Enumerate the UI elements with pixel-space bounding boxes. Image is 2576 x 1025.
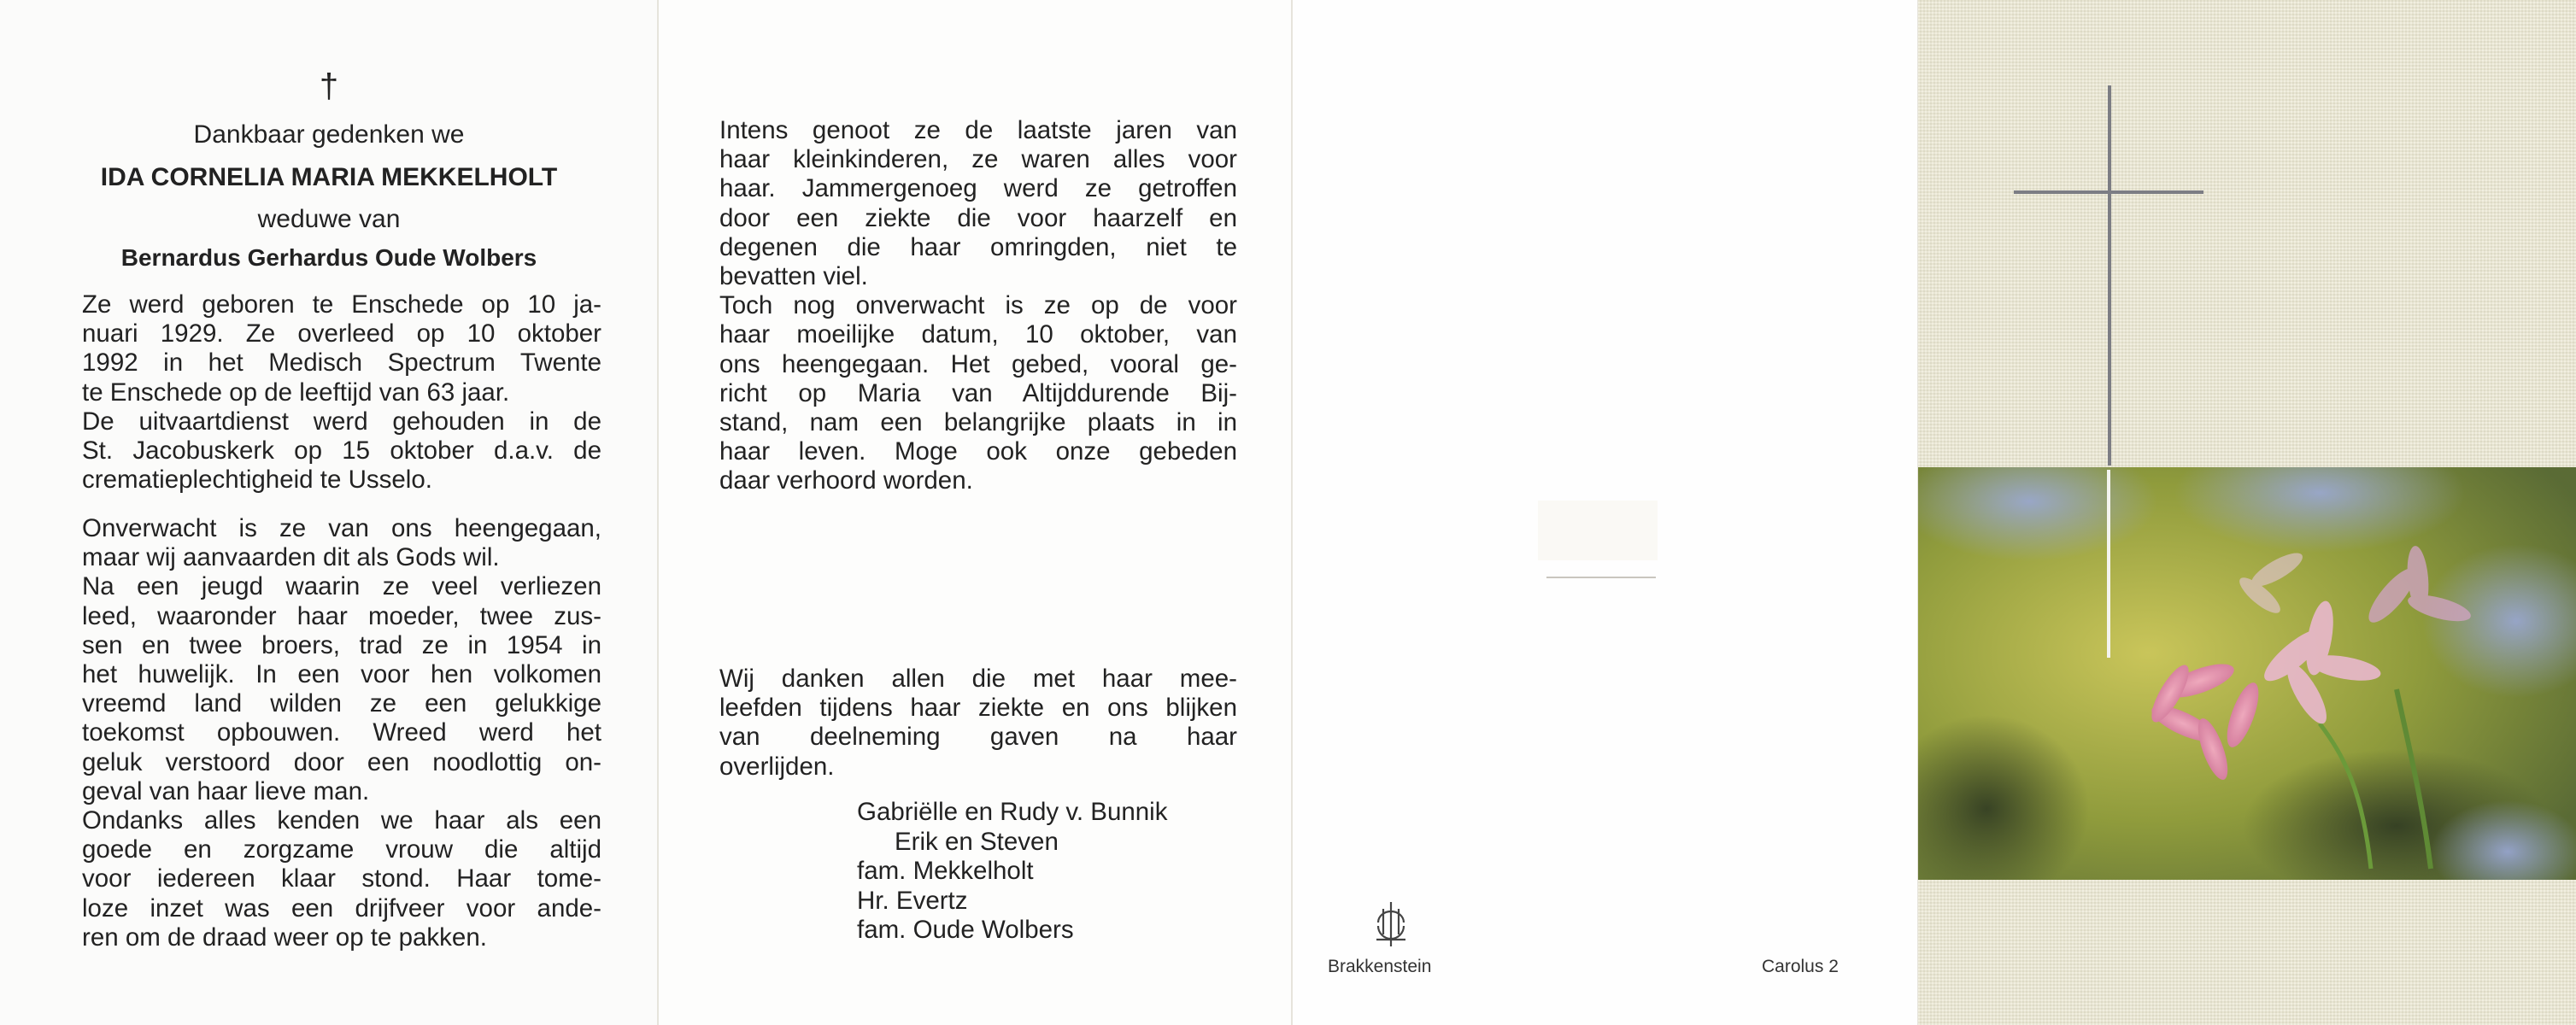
text-line: vreemd land wilden ze een gelukkige: [82, 689, 601, 718]
signatory: fam. Mekkelholt: [857, 857, 1034, 885]
series-label: Carolus 2: [1762, 957, 1839, 976]
spouse-name: Bernardus Gerhardus Oude Wolbers: [120, 244, 537, 271]
text-line: sen en twee broers, trad ze in 1954 in: [82, 630, 601, 659]
text-line: voor iedereen klaar stond. Haar tome-: [82, 864, 601, 893]
text-line: nuari 1929. Ze overleed op 10 oktober: [82, 319, 601, 348]
publisher-logo-icon: [1371, 900, 1411, 948]
faded-mark: [1538, 501, 1658, 560]
cross-symbol: †: [319, 67, 339, 105]
text-line: Na een jeugd waarin ze veel verliezen: [82, 572, 601, 601]
text-line: overlijden.: [719, 752, 835, 781]
text-line: ren om de draad weer op te pakken.: [82, 922, 487, 952]
text-line: haar kleinkinderen, ze waren alles voor: [719, 145, 1237, 174]
text-line: leed, waaronder haar moeder, twee zus-: [82, 601, 601, 630]
deceased-name: IDA CORNELIA MARIA MEKKELHOLT: [100, 163, 558, 191]
text-line: maar wij aanvaarden dit als Gods wil.: [82, 543, 500, 572]
text-line: richt op Maria van Altijddurende Bij-: [719, 378, 1237, 407]
signatory: Erik en Steven: [895, 827, 1059, 856]
text-line: Ze werd geboren te Enschede op 10 ja-: [82, 290, 601, 319]
signatories-list: [857, 798, 1167, 946]
text-line: bevatten viel.: [719, 262, 868, 291]
widow-of-text: weduwe van: [257, 205, 401, 233]
text-line: goede en zorgzame vrouw die altijd: [82, 835, 601, 864]
text-line: Onverwacht is ze van ons heengegaan,: [82, 514, 601, 542]
text-line: St. Jacobuskerk op 15 oktober d.a.v. de: [82, 436, 601, 466]
intro-text: Dankbaar gedenken we: [193, 120, 465, 149]
signatory: fam. Oude Wolbers: [857, 916, 1074, 944]
text-line: toekomst opbouwen. Wreed werd het: [82, 718, 601, 747]
text-line: loze inzet was een drijfveer voor ande-: [82, 893, 601, 922]
signatory: Hr. Evertz: [857, 886, 968, 915]
text-line: Ondanks alles kenden we haar als een: [82, 806, 601, 835]
text-line: leefden tijdens haar ziekte en ons blijken: [719, 694, 1237, 723]
text-line: daar verhoord worden.: [719, 466, 973, 495]
faded-line: [1546, 577, 1656, 578]
memorial-paragraph: [719, 116, 1237, 496]
thanks-paragraph: [719, 665, 1237, 782]
text-line: Toch nog onverwacht is ze op de voor: [719, 291, 1237, 320]
text-line: te Enschede op de leeftijd van 63 jaar.: [82, 378, 510, 407]
text-line: het huwelijk. In een voor hen volkomen: [82, 660, 601, 689]
bio-paragraph: [82, 290, 601, 495]
text-line: haar. Jammergenoeg werd ze getroffen: [719, 174, 1237, 203]
text-line: crematieplechtigheid te Usselo.: [82, 466, 432, 495]
cross-horizontal-bar: [2014, 190, 2203, 194]
text-line: 1992 in het Medisch Spectrum Twente: [82, 348, 601, 378]
text-line: haar moeilijke datum, 10 oktober, van: [719, 320, 1237, 349]
text-line: stand, nam een belangrijke plaats in in: [719, 408, 1237, 437]
fold-line: [657, 0, 659, 1025]
text-line: degenen die haar omringden, niet te: [719, 232, 1237, 261]
flower-photo: [1918, 467, 2576, 880]
publisher-name: Brakkenstein: [1328, 957, 1432, 976]
text-line: geval van haar lieve man.: [82, 776, 370, 805]
text-line: haar leven. Moge ook onze gebeden: [719, 437, 1237, 466]
text-line: De uitvaartdienst werd gehouden in de: [82, 407, 601, 436]
fold-line: [1291, 0, 1293, 1025]
text-line: door een ziekte die voor haarzelf en: [719, 203, 1237, 232]
text-line: Intens genoot ze de laatste jaren van: [719, 116, 1237, 144]
cross-vertical-bar: [2108, 85, 2111, 466]
text-line: van deelneming gaven na haar: [719, 723, 1237, 752]
text-line: geluk verstoord door een noodlottig on-: [82, 747, 601, 776]
signatory: Gabriëlle en Rudy v. Bunnik: [857, 798, 1168, 826]
text-line: ons heengegaan. Het gebed, vooral ge-: [719, 349, 1237, 378]
cross-vertical-bar: [2107, 470, 2110, 658]
text-line: Wij danken allen die met haar mee-: [719, 665, 1237, 693]
story-paragraph: [82, 514, 601, 952]
